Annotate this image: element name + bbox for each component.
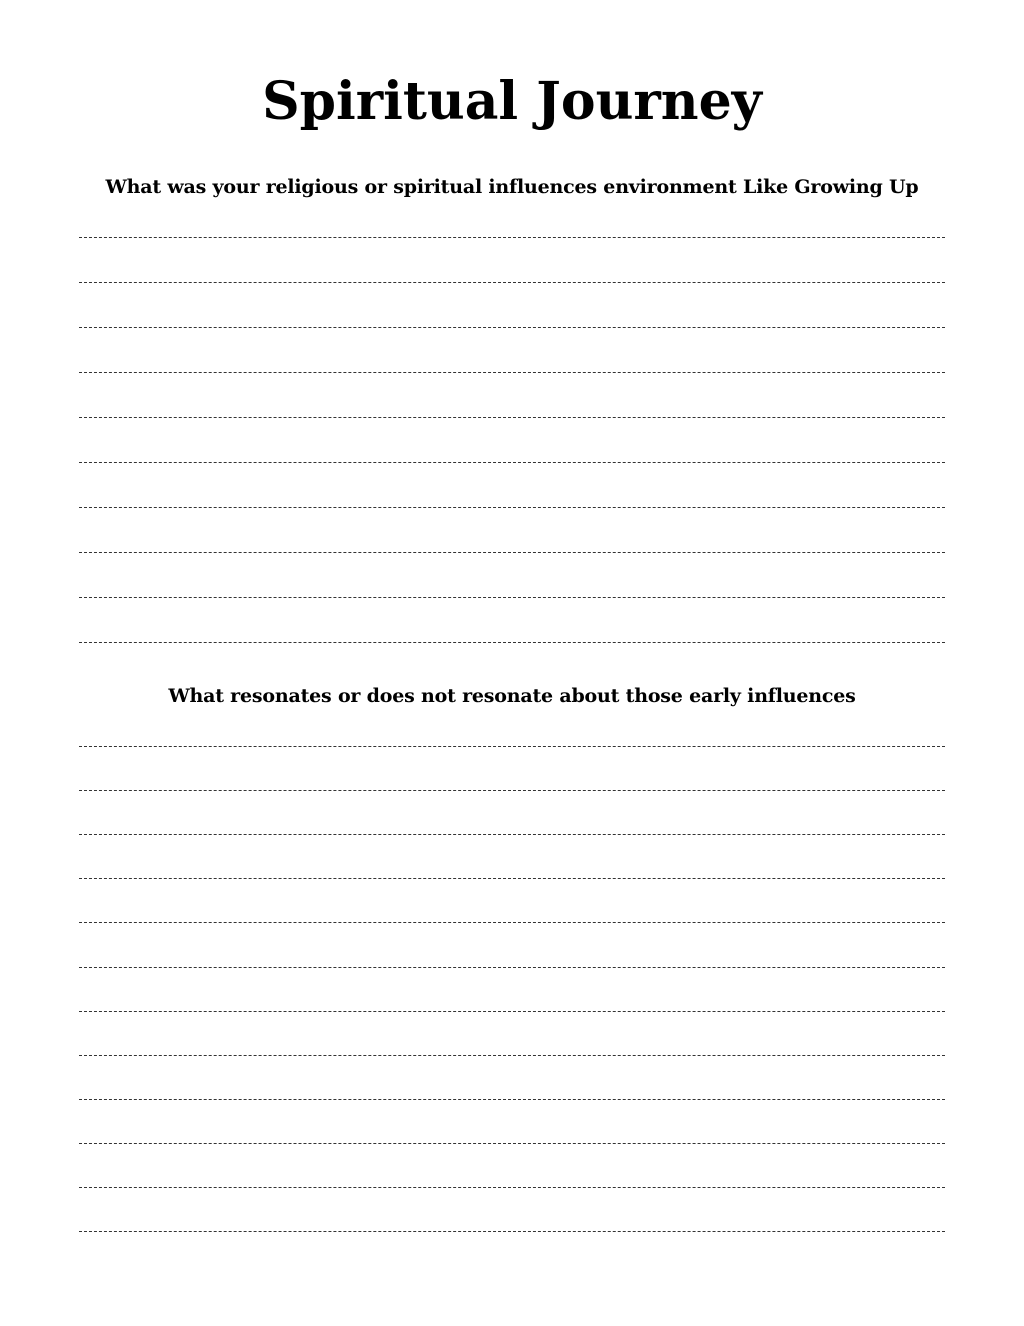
section-2-prompt: What resonates or does not resonate about those early influences (168, 685, 856, 707)
writing-line (79, 417, 945, 418)
writing-line (79, 1143, 945, 1144)
writing-line (79, 1011, 945, 1012)
writing-line (79, 507, 945, 508)
writing-line (79, 1187, 945, 1188)
writing-line (79, 642, 945, 643)
writing-line (79, 372, 945, 373)
page-title: Spiritual Journey (262, 71, 762, 132)
writing-line (79, 967, 945, 968)
writing-line (79, 462, 945, 463)
writing-line (79, 1231, 945, 1232)
writing-line (79, 327, 945, 328)
writing-line (79, 1055, 945, 1056)
writing-line (79, 1099, 945, 1100)
writing-line (79, 552, 945, 553)
writing-line (79, 834, 945, 835)
writing-line (79, 282, 945, 283)
section-1-prompt: What was your religious or spiritual influences environment Like Growing Up (105, 176, 919, 198)
writing-line (79, 922, 945, 923)
writing-line (79, 746, 945, 747)
writing-line (79, 878, 945, 879)
writing-line (79, 790, 945, 791)
writing-line (79, 597, 945, 598)
writing-line (79, 237, 945, 238)
